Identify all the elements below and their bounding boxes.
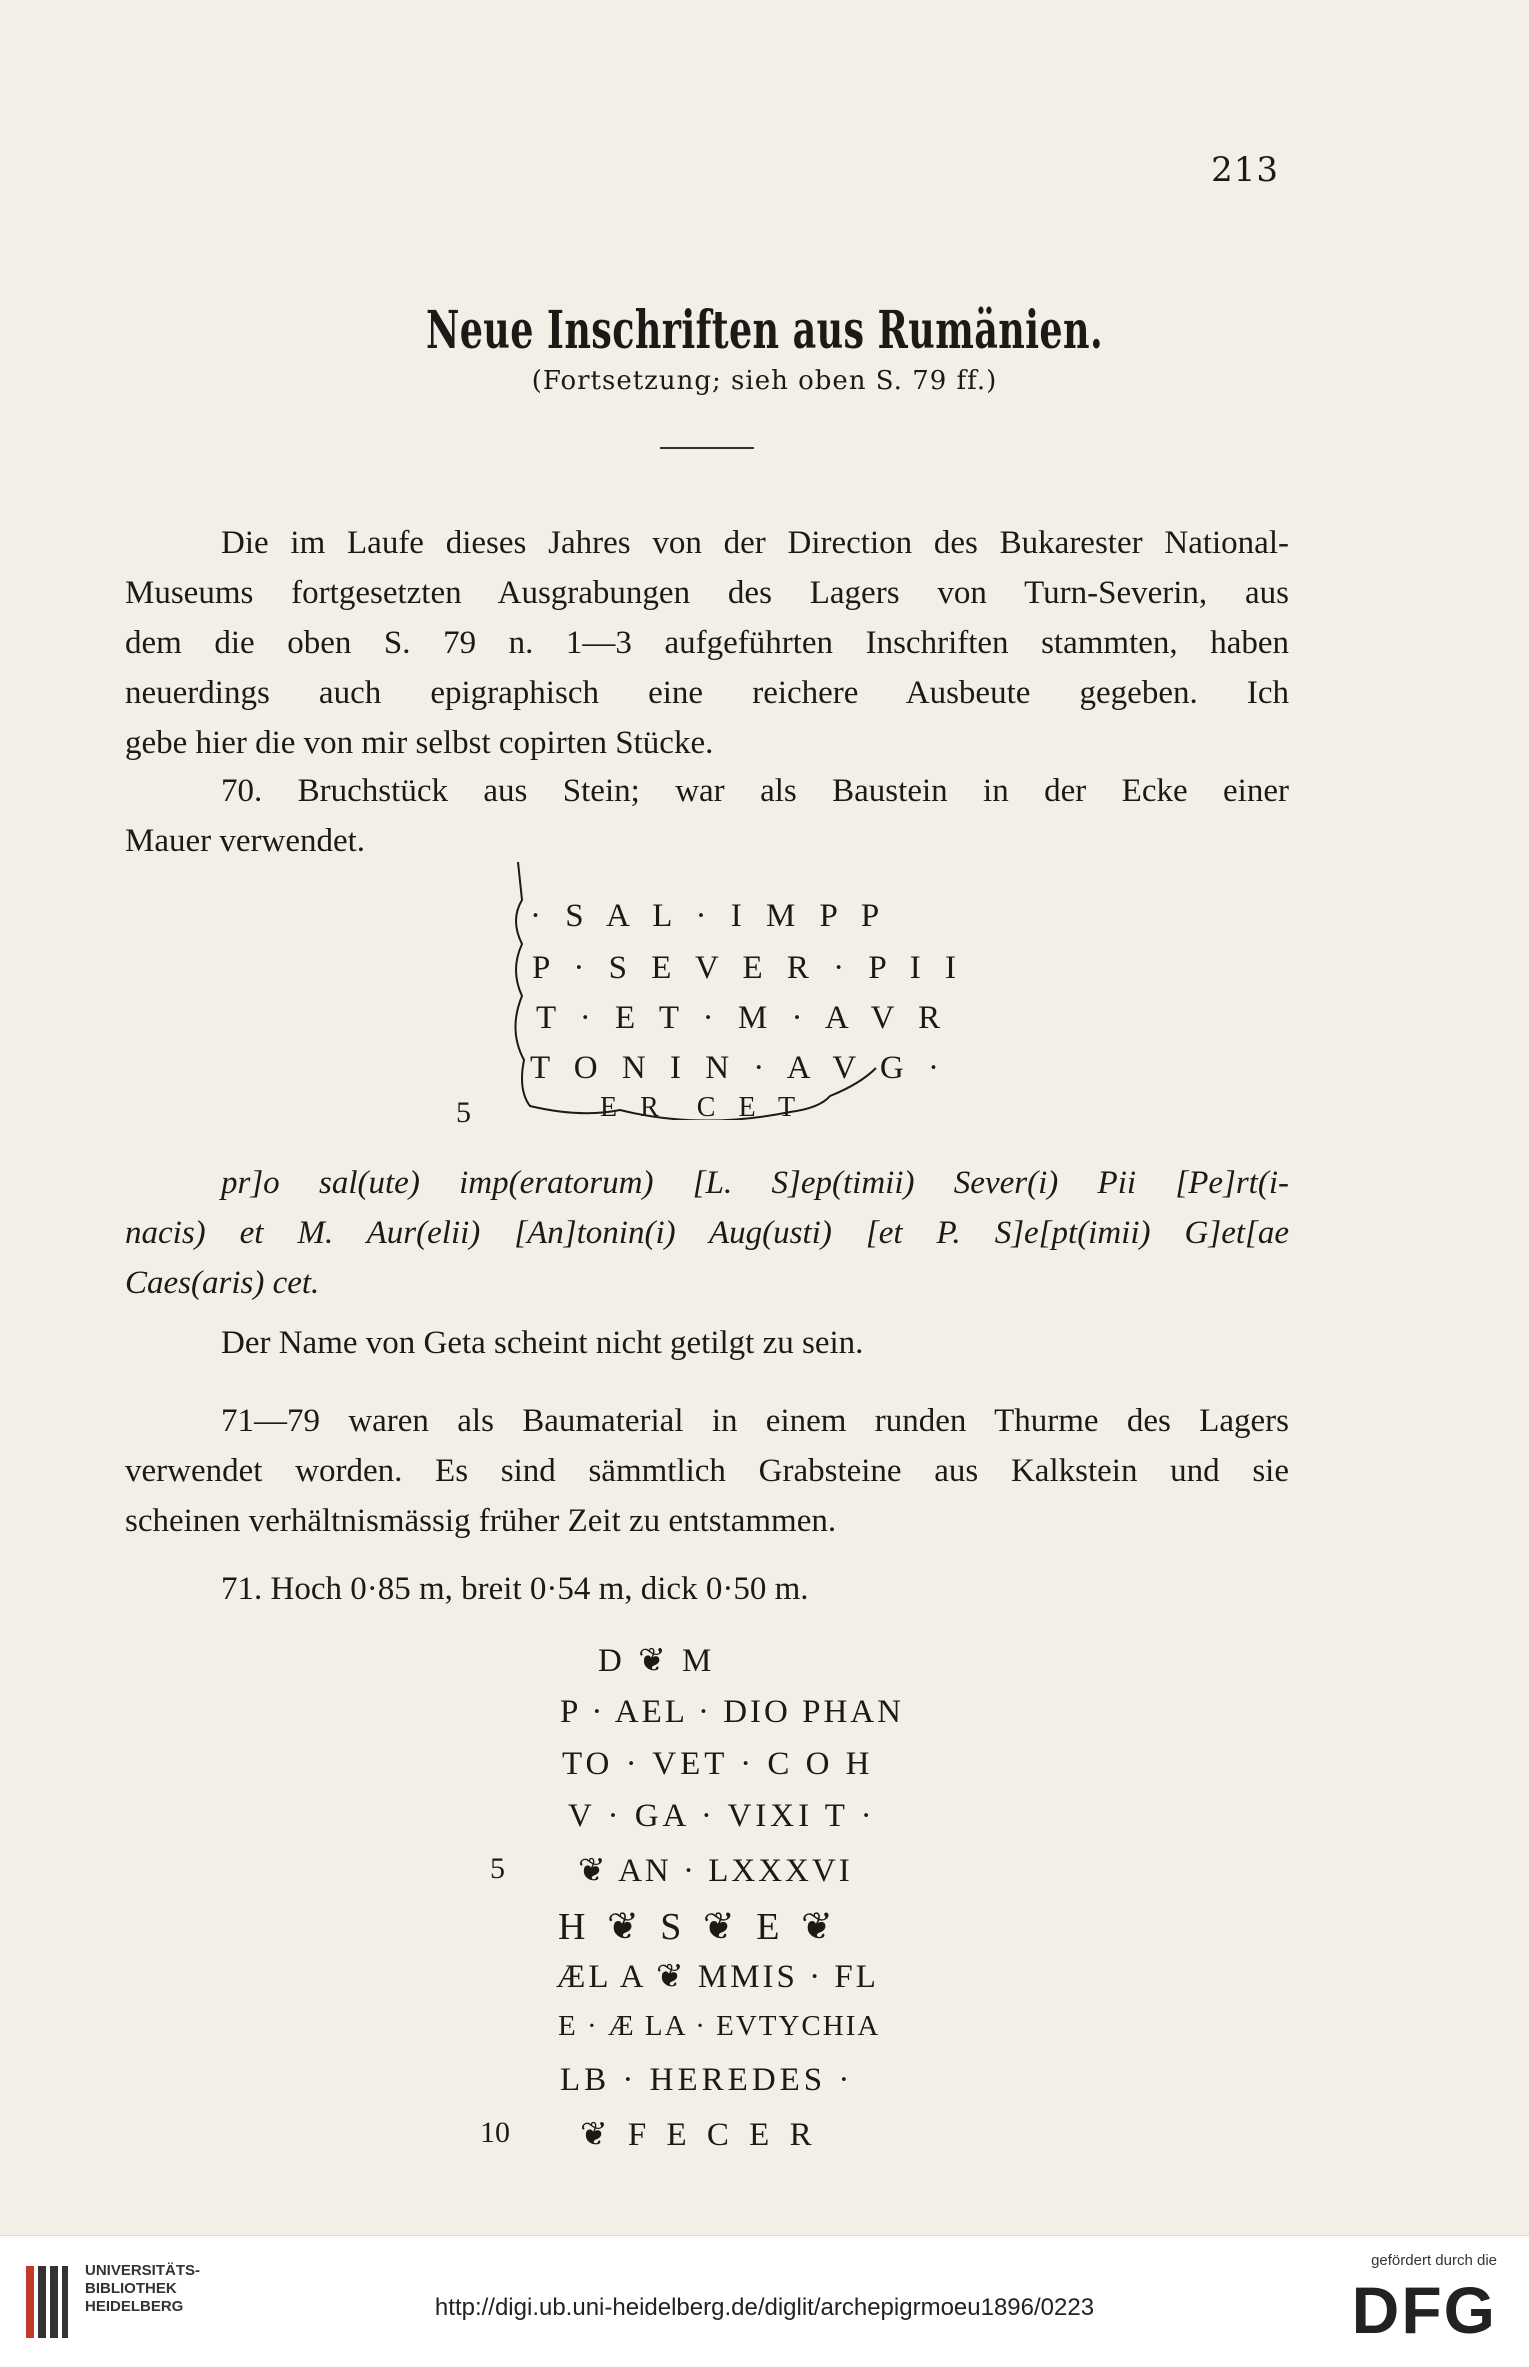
items-71-79-line: scheinen verhältnismässig früher Zeit zu entstammen. [125, 1503, 837, 1539]
article-subtitle: (Fortsetzung; sieh oben S. 79 ff.) [531, 366, 998, 396]
dfg-logo: DFG [1351, 2273, 1497, 2347]
title-divider [660, 447, 754, 449]
item-70-line: 70. Bruchstück aus Stein; war als Baustein in der Ecke einer [221, 773, 1289, 809]
inscription-71-line: ❦ F E C E R [580, 2117, 818, 2153]
inscription-71-line: E · Æ LA · EVTYCHIA [558, 2010, 881, 2042]
item-70-description [125, 766, 1289, 866]
inscription-70-line: E R C E T [600, 1092, 804, 1123]
reading-70-line: nacis) et M. Aur(elii) [An]tonin(i) Aug(usti) [et P. S]e[pt(imii) G]et[ae [125, 1215, 1289, 1251]
item-70-line: Mauer verwendet. [125, 823, 366, 859]
inscription-70-line: T · E T · M · A V R [536, 1000, 949, 1036]
items-71-79-line: verwendet worden. Es sind sämmtlich Grabsteine aus Kalkstein und sie [125, 1453, 1289, 1489]
inscription-71-line: H ❦ S ❦ E ❦ [558, 1906, 839, 1948]
reading-70-line: pr]o sal(ute) imp(eratorum) [L. S]ep(timii) Sever(i) Pii [Pe]rt(i- [221, 1165, 1289, 1201]
item-71-heading: 71. Hoch 0·85 m, breit 0·54 m, dick 0·50 m. [221, 1571, 809, 1607]
inscription-70-line: T O N I N · A V G · [530, 1050, 947, 1086]
intro-line: Die im Laufe dieses Jahres von der Direction des Bukarester National- [221, 525, 1289, 561]
items-71-79-line: 71—79 waren als Baumaterial in einem runden Thurme des Lagers [221, 1403, 1289, 1439]
library-name-line: UNIVERSITÄTS- [85, 2262, 201, 2279]
intro-line: neuerdings auch epigraphisch eine reichere Ausbeute gegeben. Ich [125, 675, 1289, 711]
page-number: 213 [1211, 150, 1279, 190]
library-name-line: HEIDELBERG [85, 2298, 184, 2315]
library-name-line: BIBLIOTHEK [85, 2280, 177, 2297]
intro-paragraph [125, 518, 1289, 768]
inscription-70-line: P · S E V E R · P I I [532, 950, 965, 986]
funded-by-label: gefördert durch die [1371, 2252, 1497, 2269]
inscription-70-line: · S A L · I M P P [530, 898, 888, 934]
geta-note: Der Name von Geta scheint nicht getilgt zu sein. [221, 1325, 864, 1361]
inscription-71-line: V · GA · VIXI T · [568, 1798, 876, 1834]
intro-line: gebe hier die von mir selbst copirten Stücke. [125, 725, 714, 761]
inscription-71-line: D ❦ M [598, 1643, 716, 1679]
reading-70-line: Caes(aris) cet. [125, 1265, 320, 1301]
inscription-71-line-number-5: 5 [490, 1852, 505, 1885]
inscription-71-line: LB · HEREDES · [560, 2062, 854, 2098]
inscription-71-line-number-10: 10 [480, 2116, 510, 2149]
inscription-71-line: P · AEL · DIO PHAN [560, 1694, 904, 1730]
inscription-71-line: ❦ AN · LXXXVI [578, 1853, 853, 1889]
items-71-79-paragraph [125, 1396, 1289, 1546]
inscription-71-line: ÆL A ❦ MMIS · FL [556, 1959, 879, 1995]
intro-line: Museums fortgesetzten Ausgrabungen des Lagers von Turn-Severin, aus [125, 575, 1289, 611]
inscription-71-line: TO · VET · C O H [562, 1746, 874, 1782]
reading-70 [125, 1158, 1289, 1308]
inscription-70-line-number: 5 [456, 1096, 471, 1129]
intro-line: dem die oben S. 79 n. 1—3 aufgeführten Inschriften stammten, haben [125, 625, 1289, 661]
source-url-link[interactable]: http://digi.ub.uni-heidelberg.de/diglit/archepigrmoeu1896/0223 [434, 2294, 1095, 2321]
article-title: Neue Inschriften aus Rumänien. [425, 300, 1104, 361]
